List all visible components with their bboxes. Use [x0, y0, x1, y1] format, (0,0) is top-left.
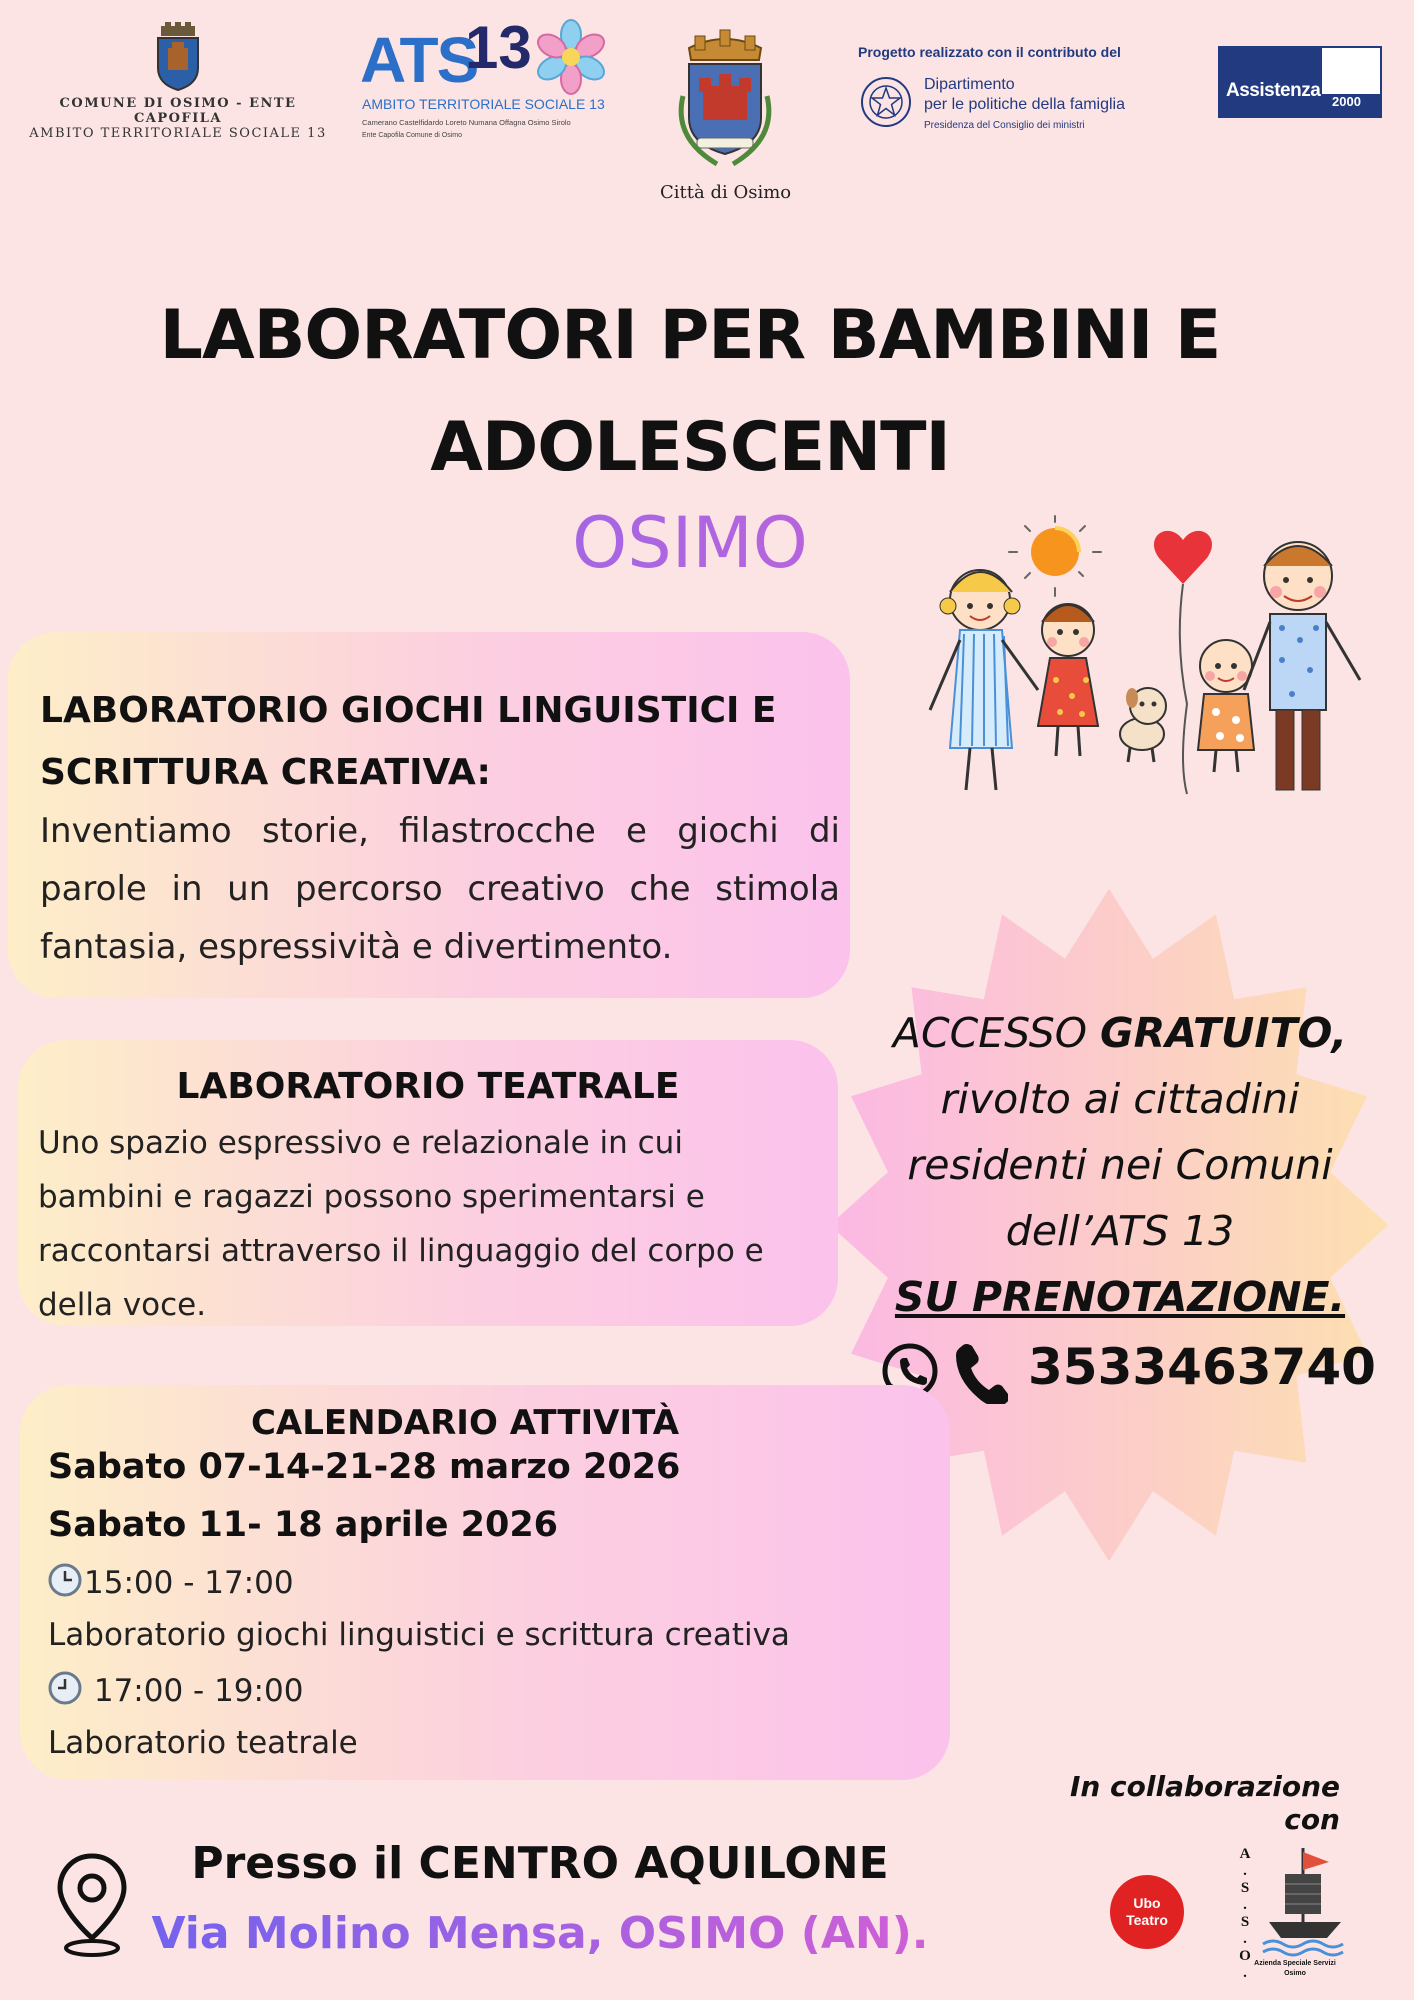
asso-vertical-text: A . S . S . O . — [1239, 1846, 1251, 1981]
calendar-date-april: Sabato 11- 18 aprile 2026 — [48, 1505, 559, 1545]
access-prefix: ACCESSO — [892, 1009, 1101, 1057]
calendar-date-march: Sabato 07-14-21-28 marzo 2026 — [48, 1447, 681, 1487]
family-illustration-icon — [920, 510, 1380, 880]
calendar-time2: 17:00 - 19:00 — [84, 1673, 304, 1709]
lab-teatrale-box — [18, 1040, 838, 1326]
ship-icon — [1257, 1838, 1353, 1958]
access-gratuito: GRATUITO, — [1100, 1009, 1348, 1057]
lab-teatrale-title: LABORATORIO TEATRALE — [176, 1066, 680, 1107]
comune-osimo-logo — [28, 22, 328, 142]
venue-address: Via Molino Mensa, OSIMO (AN). — [100, 1908, 980, 1959]
calendar-box — [20, 1385, 950, 1780]
ats-subtitle: AMBITO TERRITORIALE SOCIALE 13 — [362, 96, 605, 112]
assistenza-2000-logo — [1218, 46, 1382, 118]
italian-emblem-icon — [858, 74, 914, 130]
title-line1: LABORATORI PER BAMBINI E — [159, 296, 1221, 375]
lab-scrittura-title: LABORATORIO GIOCHI LINGUISTICI E SCRITTURA CREATIVA: — [40, 690, 777, 793]
citta-crest-icon — [669, 26, 781, 174]
collaboration-label: In collaborazione con — [1069, 1770, 1340, 1836]
dip-name-line2: per le politiche della famiglia — [924, 96, 1125, 113]
assistenza-year: 2000 — [1332, 94, 1361, 109]
title-line2: ADOLESCENTI — [430, 408, 950, 487]
contact-row — [878, 1336, 1378, 1406]
citta-name: Città di Osimo — [660, 182, 792, 203]
calendar-activity1: Laboratorio giochi linguistici e scrittura creativa — [48, 1617, 790, 1653]
citta-di-osimo-logo — [660, 26, 790, 226]
assistenza-word: Assistenza — [1226, 80, 1321, 101]
access-booking: SU PRENOTAZIONE. — [894, 1273, 1346, 1321]
flower-icon — [532, 18, 610, 96]
osimo-crest-icon — [153, 22, 203, 92]
city-name: OSIMO — [0, 502, 1380, 584]
page-title — [80, 280, 1300, 504]
ats-logo-text: ATS — [360, 24, 478, 96]
dip-name-line1: Dipartimento — [924, 76, 1015, 93]
calendar-time1: 15:00 - 17:00 — [84, 1565, 294, 1601]
asso-logo — [1235, 1838, 1355, 1988]
phone-number[interactable]: 3533463740 — [1028, 1338, 1376, 1396]
access-info — [870, 1000, 1370, 1330]
venue-name: Presso il CENTRO AQUILONE — [191, 1838, 889, 1889]
lab-scrittura-description: Inventiamo storie, filastrocche e giochi di parole in un percorso creativo che stimola fantasia, espressività e divertimento. — [40, 811, 840, 967]
dip-presidenza: Presidenza del Consiglio dei ministri — [924, 120, 1085, 131]
asso-caption-city: Osimo — [1284, 1970, 1306, 1977]
phone-icon[interactable] — [952, 1340, 1008, 1404]
dipartimento-logo — [858, 44, 1178, 144]
ats-capofila: Ente Capofila Comune di Osimo — [362, 132, 462, 139]
ubo-teatro-logo: Ubo Teatro — [1110, 1875, 1184, 1949]
comune-name: COMUNE DI OSIMO - ENTE CAPOFILA — [59, 96, 297, 126]
clock-icon — [48, 1671, 82, 1705]
dip-contribution-text: Progetto realizzato con il contributo del — [858, 44, 1121, 60]
ats-logo-number: 13 — [465, 14, 532, 81]
access-line2: rivolto ai cittadini — [940, 1075, 1300, 1123]
calendar-time2-row — [48, 1671, 303, 1709]
access-line3: residenti nei Comuni — [907, 1141, 1333, 1189]
calendar-activity2: Laboratorio teatrale — [48, 1725, 358, 1761]
lab-scrittura-box — [8, 632, 850, 998]
calendar-title: CALENDARIO ATTIVITÀ — [250, 1403, 680, 1443]
asso-caption: Azienda Speciale Servizi — [1254, 1960, 1336, 1967]
ats-towns: Camerano Castelfidardo Loreto Numana Offagna Osimo Sirolo — [362, 118, 571, 127]
lab-teatrale-description: Uno spazio espressivo e relazionale in cui bambini e ragazzi possono sperimentarsi e raccontarsi attraverso il linguaggio del corpo e della voce. — [38, 1125, 764, 1323]
comune-ambito: AMBITO TERRITORIALE SOCIALE 13 — [29, 126, 327, 141]
ats13-logo — [360, 14, 610, 148]
access-line4: dell’ATS 13 — [1005, 1207, 1235, 1255]
calendar-time1-row — [48, 1563, 294, 1601]
clock-icon — [48, 1563, 82, 1597]
